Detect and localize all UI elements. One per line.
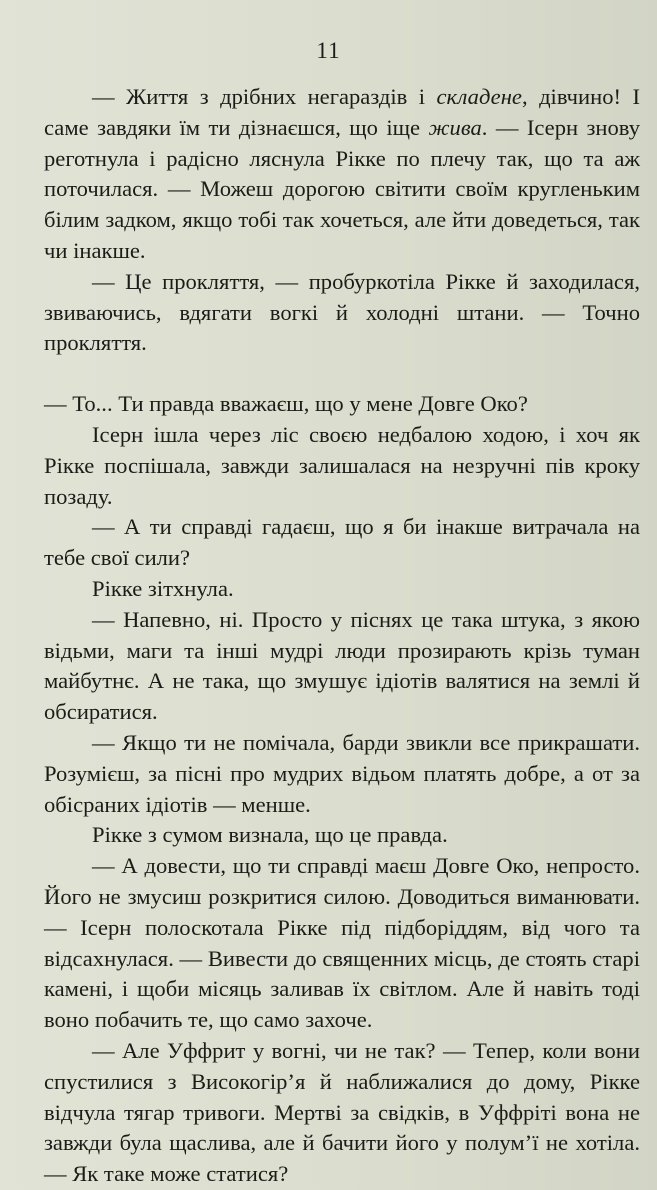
text-run: — Це прокляття, — пробуркотіла Рікке й заходилася, звиваючись, вдягати вогкі й холодні штани. — Точно прокляття.	[44, 268, 640, 356]
text-run: — Але Уффрит у вогні, чи не так? — Тепер, коли вони спустилися з Високогір’я й наближалися до дому, Рікке відчула тягар тривоги. Мертві за свідків, в Уффріті вона не завжди була щаслива, але й бачити його у полум’ї не хотіла. — Як таке може статися?	[44, 1037, 640, 1187]
italic-text: жива	[428, 114, 482, 140]
text-run: — Якщо ти не помічала, барди звикли все прикрашати. Розумієш, за пісні про мудрих відьом платять добре, а от за обісраних ідіотів — менше.	[44, 729, 640, 817]
text-run: — А ти справді гадаєш, що я би інакше витрачала на тебе свої сили?	[44, 514, 640, 571]
paragraph	[44, 1036, 640, 1190]
text-run: Ісерн ішла через ліс своєю недбалою ходою, і хоч як Рікке поспішала, завжди залишалася на незручні пів кроку позаду.	[44, 421, 640, 509]
text-run: — Життя з дрібних негараздів і	[92, 84, 437, 109]
body-text	[44, 82, 640, 1190]
text-run: — То... Ти правда вважаєш, що у мене Довге Око?	[44, 391, 528, 417]
paragraph	[44, 605, 640, 728]
text-run: Рікке з сумом визнала, що це правда.	[92, 822, 448, 848]
text-run: — А довести, що ти справді маєш Довге Око, непросто. Його не змусиш розкритися силою. Доводиться виманювати. — Ісерн полоскотала Рікке під підборіддям, від чого та відсахнулася. — Вивести до священних місць, де стоять старі камені, і щоби місяць заливав їх світлом. Але й навіть тоді воно побачить те, що само захоче.	[44, 853, 640, 1033]
text-run: — Напевно, ні. Просто у піснях це така штука, з якою відьми, маги та інші мудрі люди прозирають крізь туман майбутнє. А не така, що змушує ідіотів валятися на землі й обсиратися.	[44, 606, 640, 725]
paragraph	[44, 820, 640, 851]
text-run: . — Ісерн знову реготнула і радісно ляснула Рікке по плечу так, що та аж поточилася. — Можеш дорогою світити своїм кругленьким білим задком, якщо тобі так хочеться, але йти доведеться, так чи інакше.	[44, 114, 640, 263]
paragraph	[44, 420, 640, 512]
paragraph	[44, 851, 640, 1036]
text-run: , дівчино! І саме завдяки їм ти дізнаєшся, що іще	[44, 84, 640, 140]
paragraph	[44, 82, 640, 267]
paragraph	[44, 512, 640, 574]
paragraph	[44, 574, 640, 605]
paragraph	[44, 267, 640, 359]
page-number: 11	[316, 38, 341, 63]
paragraph	[44, 728, 640, 820]
text-run: Рікке зітхнула.	[92, 575, 234, 601]
italic-text: складене	[436, 84, 522, 109]
paragraph	[44, 389, 640, 420]
